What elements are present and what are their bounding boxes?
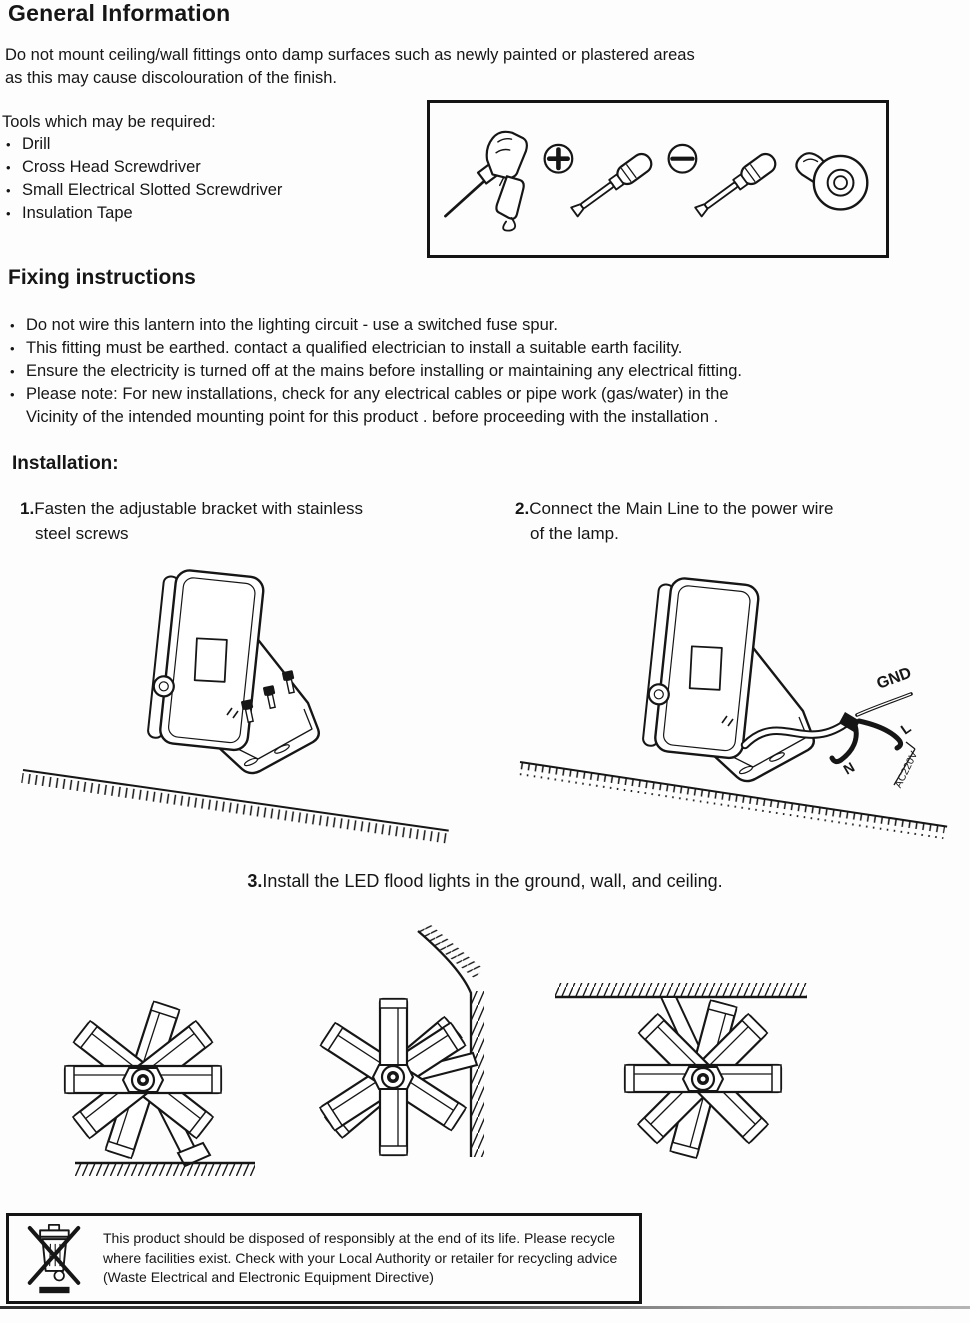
step-2-line-1 — [515, 496, 955, 521]
floodlight-bracket-illustration — [20, 563, 465, 848]
wire-label-live: L — [897, 719, 914, 738]
weee-line-3: (Waste Electrical and Electronic Equipment Directive) — [103, 1269, 434, 1286]
tool-item-slotted-screwdriver: • Small Electrical Slotted Screwdriver — [4, 179, 414, 202]
tools-illustration-box — [427, 100, 889, 258]
installation-title: Installation: — [12, 453, 119, 474]
ground-mount-illustration — [40, 985, 330, 1195]
wall-mount-illustration — [310, 925, 505, 1175]
step-1-line-2: steel screws — [35, 524, 129, 543]
ceiling-mount-illustration — [545, 955, 830, 1195]
intro-line-1: Do not mount ceiling/wall fittings onto damp surfaces such as newly painted or plastered areas — [5, 46, 695, 64]
weee-line-1: This product should be disposed of responsibly at the end of its life. Please recycle — [103, 1230, 616, 1247]
weee-notice-box — [6, 1213, 642, 1304]
tool-item-cross-head-screwdriver: • Cross Head Screwdriver — [4, 156, 414, 179]
fixing-instructions-list — [8, 314, 918, 429]
tools-list — [4, 133, 414, 225]
step-2-number: 2. — [515, 499, 530, 518]
weee-line-2: where facilities exist. Check with your Local Authority or retailer for recycling advice — [103, 1249, 618, 1266]
intro-line-2: as this may cause discolouration of the finish. — [5, 69, 338, 87]
fixing-bullet-1-text: Do not wire this lantern into the lighting circuit - use a switched fuse spur. — [26, 316, 558, 334]
step-2-line-2: of the lamp. — [530, 524, 619, 543]
step-1-text: Fasten the adjustable bracket with stainless — [34, 499, 364, 518]
step-1-number: 1. — [20, 499, 35, 518]
wire-label-gnd: GND — [874, 664, 914, 693]
fixing-bullet-4-text-line2: Vicinity of the intended mounting point for this product . before proceeding with the installation . — [26, 408, 719, 426]
installation-step-2 — [515, 496, 955, 546]
general-information-title: General Information — [8, 0, 231, 26]
fixing-bullet-3-text: Ensure the electricity is turned off at the mains before installing or maintaining any electrical fitting. — [26, 362, 742, 380]
drill-icon — [440, 120, 540, 238]
step-3-text: Install the LED flood lights in the ground, wall, and ceiling. — [262, 871, 723, 891]
step-3-number: 3. — [247, 871, 263, 891]
ground-hatch — [21, 770, 449, 843]
tool-item-insulation-tape: • Insulation Tape — [4, 202, 414, 225]
fixing-bullet-4 — [8, 383, 918, 429]
step-1-line-1 — [20, 496, 480, 521]
installation-step-3 — [0, 869, 970, 893]
wire-label-voltage: AC220V — [892, 749, 921, 790]
fixing-bullet-3 — [8, 360, 918, 383]
insulation-tape-icon — [788, 133, 876, 225]
cross-head-screwdriver-icon — [540, 123, 664, 235]
installation-step-1 — [20, 496, 480, 546]
tool-item-drill: • Drill — [4, 133, 414, 156]
wire-label-neutral: N — [840, 758, 858, 778]
weee-crossed-bin-icon — [25, 1222, 87, 1296]
fixing-bullet-2-text: This fitting must be earthed. contact a qualified electrician to install a suitable earth facility. — [26, 339, 683, 357]
general-information-paragraph — [5, 44, 835, 90]
fixing-instructions-title: Fixing instructions — [8, 266, 196, 289]
step-2-text: Connect the Main Line to the power wire — [529, 499, 834, 518]
fixing-bullet-1 — [8, 314, 918, 337]
fixing-bullet-2 — [8, 337, 918, 360]
weee-notice-text — [87, 1229, 617, 1288]
slotted-screwdriver-icon — [664, 123, 788, 235]
fixing-bullet-4-text: Please note: For new installations, check for any electrical cables or pipe work (gas/water) in the — [26, 385, 729, 403]
floodlight-wiring-illustration — [505, 563, 965, 848]
tools-heading: Tools which may be required: — [2, 113, 216, 131]
scan-artifact-line — [0, 1306, 970, 1309]
